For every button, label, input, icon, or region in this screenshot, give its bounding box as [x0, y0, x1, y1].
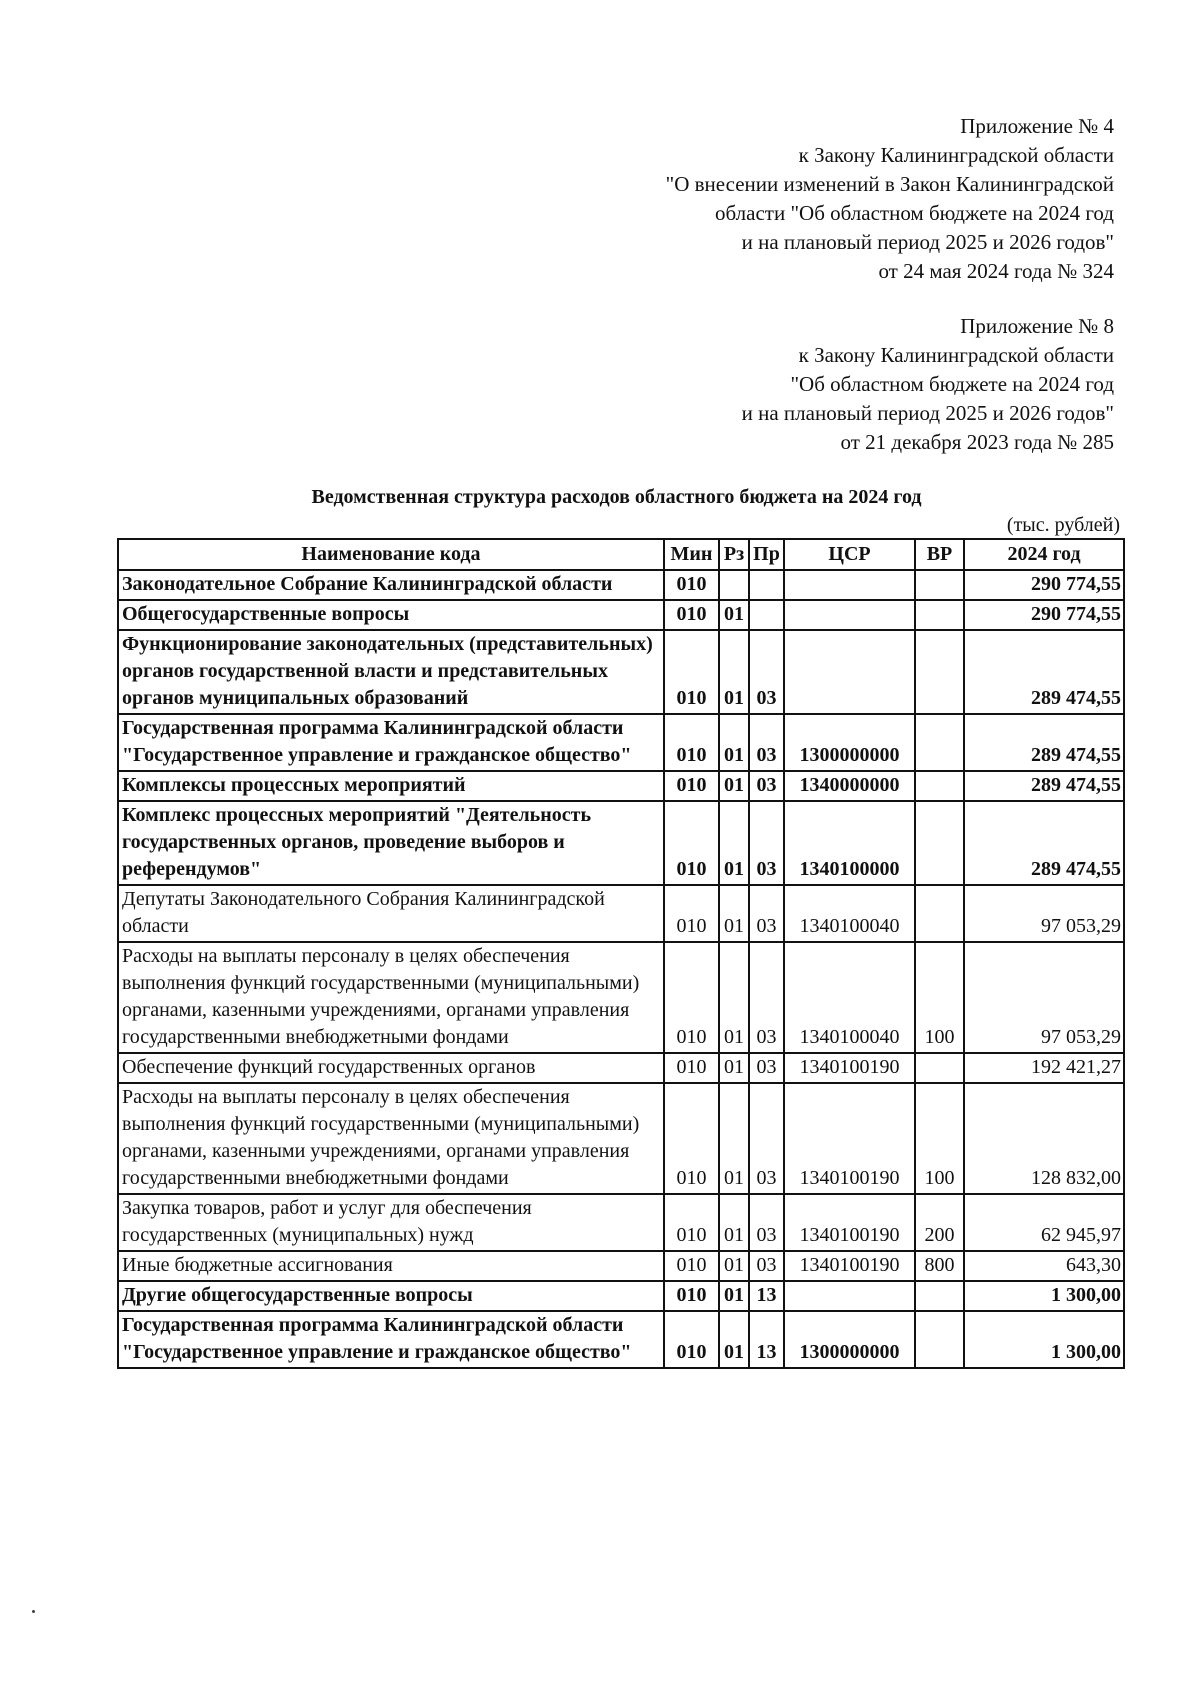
cell-rz — [719, 570, 749, 600]
cell-vr: 800 — [915, 1251, 964, 1281]
table-row — [118, 1311, 1124, 1368]
cell-name: Депутаты Законодательного Собрания Калининградской области — [118, 885, 664, 942]
cell-amount: 289 474,55 — [964, 801, 1124, 885]
appendix-line: к Закону Калининградской области — [798, 143, 1114, 167]
table-row — [118, 801, 1124, 885]
cell-rz: 01 — [719, 600, 749, 630]
cell-rz: 01 — [719, 1083, 749, 1194]
cell-min: 010 — [664, 771, 719, 801]
cell-name: Государственная программа Калининградской области "Государственное управление и гражданское общество" — [118, 714, 664, 771]
cell-vr — [915, 1311, 964, 1368]
cell-rz: 01 — [719, 942, 749, 1053]
appendix-line: от 21 декабря 2023 года № 285 — [840, 430, 1114, 454]
cell-vr — [915, 801, 964, 885]
cell-name: Государственная программа Калининградской области "Государственное управление и гражданское общество" — [118, 1311, 664, 1368]
cell-amount: 290 774,55 — [964, 570, 1124, 600]
cell-amount: 643,30 — [964, 1251, 1124, 1281]
appendix-line: области "Об областном бюджете на 2024 год — [715, 201, 1114, 225]
table-row — [118, 1194, 1124, 1251]
cell-rz: 01 — [719, 1194, 749, 1251]
appendix-line: от 24 мая 2024 года № 324 — [878, 259, 1114, 283]
cell-min: 010 — [664, 570, 719, 600]
cell-vr: 200 — [915, 1194, 964, 1251]
cell-vr — [915, 714, 964, 771]
appendix-line: и на плановый период 2025 и 2026 годов" — [741, 401, 1114, 425]
header-csr: ЦСР — [784, 539, 915, 570]
header-rz: Рз — [719, 539, 749, 570]
cell-csr: 1340100190 — [784, 1251, 915, 1281]
cell-name: Обеспечение функций государственных органов — [118, 1053, 664, 1083]
cell-vr: 100 — [915, 942, 964, 1053]
cell-csr: 1340100190 — [784, 1083, 915, 1194]
appendix-note-current — [666, 112, 1114, 286]
cell-csr — [784, 600, 915, 630]
cell-csr: 1300000000 — [784, 1311, 915, 1368]
cell-vr — [915, 570, 964, 600]
cell-pr: 03 — [749, 942, 784, 1053]
cell-amount: 97 053,29 — [964, 885, 1124, 942]
appendix-note-original — [742, 312, 1114, 457]
cell-amount: 97 053,29 — [964, 942, 1124, 1053]
cell-pr: 03 — [749, 771, 784, 801]
cell-name: Закупка товаров, работ и услуг для обеспечения государственных (муниципальных) нужд — [118, 1194, 664, 1251]
document-title: Ведомственная структура расходов областного бюджета на 2024 год — [311, 486, 922, 508]
cell-min: 010 — [664, 1194, 719, 1251]
table-body — [118, 570, 1124, 1368]
cell-amount: 62 945,97 — [964, 1194, 1124, 1251]
cell-csr: 1340100040 — [784, 885, 915, 942]
appendix-line: "О внесении изменений в Закон Калининградской — [665, 172, 1114, 196]
appendix-line: Приложение № 4 — [960, 114, 1114, 138]
cell-amount: 289 474,55 — [964, 771, 1124, 801]
cell-csr: 1340100190 — [784, 1194, 915, 1251]
table-row — [118, 570, 1124, 600]
cell-rz: 01 — [719, 1281, 749, 1311]
cell-min: 010 — [664, 1311, 719, 1368]
cell-amount: 128 832,00 — [964, 1083, 1124, 1194]
cell-min: 010 — [664, 1083, 719, 1194]
cell-name: Комплексы процессных мероприятий — [118, 771, 664, 801]
table-row — [118, 771, 1124, 801]
cell-pr: 13 — [749, 1311, 784, 1368]
header-min: Мин — [664, 539, 719, 570]
cell-rz: 01 — [719, 1251, 749, 1281]
cell-csr — [784, 630, 915, 714]
cell-name: Комплекс процессных мероприятий "Деятельность государственных органов, проведение выборов и референдумов" — [118, 801, 664, 885]
table-row — [118, 1053, 1124, 1083]
table-header-row — [118, 539, 1124, 570]
header-vr: ВР — [915, 539, 964, 570]
units-label: (тыс. рублей) — [1006, 514, 1120, 536]
appendix-line: к Закону Калининградской области — [798, 343, 1114, 367]
cell-amount: 289 474,55 — [964, 630, 1124, 714]
table-row — [118, 714, 1124, 771]
cell-min: 010 — [664, 801, 719, 885]
cell-rz: 01 — [719, 714, 749, 771]
header-pr: Пр — [749, 539, 784, 570]
cell-pr — [749, 570, 784, 600]
cell-min: 010 — [664, 600, 719, 630]
cell-pr: 03 — [749, 801, 784, 885]
cell-name: Иные бюджетные ассигнования — [118, 1251, 664, 1281]
table-row — [118, 1083, 1124, 1194]
cell-csr: 1340100000 — [784, 801, 915, 885]
cell-csr: 1300000000 — [784, 714, 915, 771]
cell-vr — [915, 885, 964, 942]
cell-name: Законодательное Собрание Калининградской области — [118, 570, 664, 600]
cell-vr: 100 — [915, 1083, 964, 1194]
cell-pr: 03 — [749, 1194, 784, 1251]
cell-pr: 03 — [749, 630, 784, 714]
table-row — [118, 1251, 1124, 1281]
cell-amount: 290 774,55 — [964, 600, 1124, 630]
cell-vr — [915, 600, 964, 630]
cell-rz: 01 — [719, 630, 749, 714]
header-name: Наименование кода — [118, 539, 664, 570]
appendix-line: и на плановый период 2025 и 2026 годов" — [741, 230, 1114, 254]
cell-csr: 1340100040 — [784, 942, 915, 1053]
cell-name: Общегосударственные вопросы — [118, 600, 664, 630]
cell-min: 010 — [664, 630, 719, 714]
cell-pr: 03 — [749, 885, 784, 942]
cell-vr — [915, 771, 964, 801]
appendix-line: "Об областном бюджете на 2024 год — [790, 372, 1114, 396]
scan-speck — [32, 1610, 35, 1613]
cell-min: 010 — [664, 1053, 719, 1083]
cell-pr: 03 — [749, 1251, 784, 1281]
cell-name: Другие общегосударственные вопросы — [118, 1281, 664, 1311]
table-row — [118, 630, 1124, 714]
cell-amount: 1 300,00 — [964, 1311, 1124, 1368]
table-row — [118, 600, 1124, 630]
cell-pr: 03 — [749, 714, 784, 771]
cell-amount: 192 421,27 — [964, 1053, 1124, 1083]
table-row — [118, 942, 1124, 1053]
cell-min: 010 — [664, 942, 719, 1053]
cell-rz: 01 — [719, 1053, 749, 1083]
cell-rz: 01 — [719, 801, 749, 885]
cell-min: 010 — [664, 1281, 719, 1311]
cell-csr — [784, 570, 915, 600]
budget-table — [117, 538, 1125, 1369]
cell-amount: 1 300,00 — [964, 1281, 1124, 1311]
cell-min: 010 — [664, 714, 719, 771]
cell-csr: 1340100190 — [784, 1053, 915, 1083]
cell-vr — [915, 1281, 964, 1311]
appendix-line: Приложение № 8 — [960, 314, 1114, 338]
cell-name: Расходы на выплаты персоналу в целях обеспечения выполнения функций государственными (муниципальными) органами, казенными учреждениями, органами управления государственными внебюджетными фондами — [118, 942, 664, 1053]
cell-min: 010 — [664, 885, 719, 942]
cell-min: 010 — [664, 1251, 719, 1281]
header-year: 2024 год — [964, 539, 1124, 570]
cell-pr: 13 — [749, 1281, 784, 1311]
cell-csr: 1340000000 — [784, 771, 915, 801]
table-row — [118, 1281, 1124, 1311]
cell-name: Расходы на выплаты персоналу в целях обеспечения выполнения функций государственными (муниципальными) органами, казенными учреждениями, органами управления государственными внебюджетными фондами — [118, 1083, 664, 1194]
cell-csr — [784, 1281, 915, 1311]
cell-pr: 03 — [749, 1053, 784, 1083]
cell-pr: 03 — [749, 1083, 784, 1194]
cell-amount: 289 474,55 — [964, 714, 1124, 771]
cell-rz: 01 — [719, 1311, 749, 1368]
cell-vr — [915, 630, 964, 714]
table-row — [118, 885, 1124, 942]
cell-name: Функционирование законодательных (представительных) органов государственной власти и представительных органов муниципальных образований — [118, 630, 664, 714]
cell-pr — [749, 600, 784, 630]
cell-rz: 01 — [719, 771, 749, 801]
cell-rz: 01 — [719, 885, 749, 942]
cell-vr — [915, 1053, 964, 1083]
